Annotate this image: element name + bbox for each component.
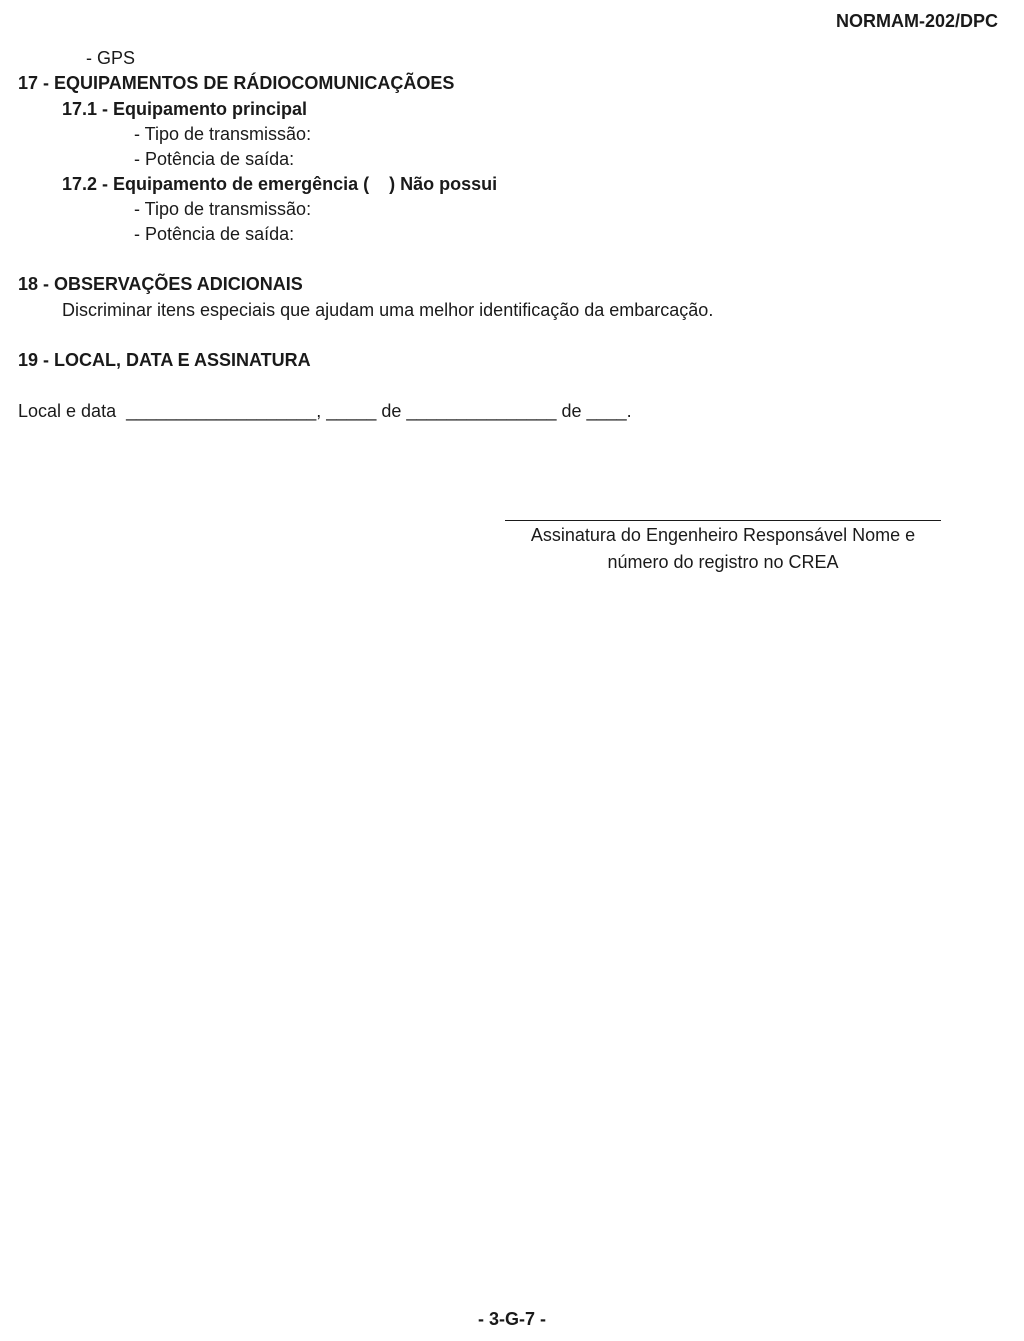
document-code: NORMAM-202/DPC: [835, 11, 998, 31]
section-18-text: Discriminar itens especiais que ajudam uma melhor identificação da embarcação.: [62, 300, 714, 320]
gps-item: - GPS: [86, 48, 136, 68]
section-19-title: 19 - LOCAL, DATA E ASSINATURA: [18, 350, 311, 370]
local-date-line: Local e data ___________________, _____ de _______________ de ____.: [18, 401, 632, 421]
section-17-2-output-power: - Potência de saída:: [134, 224, 295, 244]
signature-line: [505, 500, 941, 521]
section-18-title: 18 - OBSERVAÇÕES ADICIONAIS: [18, 274, 303, 294]
section-17-1-output-power: - Potência de saída:: [134, 149, 295, 169]
section-17-2-transmission-type: - Tipo de transmissão:: [134, 199, 312, 219]
signature-label-line2: número do registro no CREA: [607, 552, 839, 572]
section-17-1-title: 17.1 - Equipamento principal: [62, 99, 308, 119]
signature-block: [480, 500, 966, 575]
section-17-title: 17 - EQUIPAMENTOS DE RÁDIOCOMUNICAÇÃOES: [18, 73, 455, 93]
section-17-1-transmission-type: - Tipo de transmissão:: [134, 124, 312, 144]
section-17-2-title: 17.2 - Equipamento de emergência ( ) Não possui: [62, 174, 498, 194]
page-number: - 3-G-7 -: [477, 1309, 546, 1329]
signature-label-line1: Assinatura do Engenheiro Responsável Nome e: [530, 525, 916, 545]
